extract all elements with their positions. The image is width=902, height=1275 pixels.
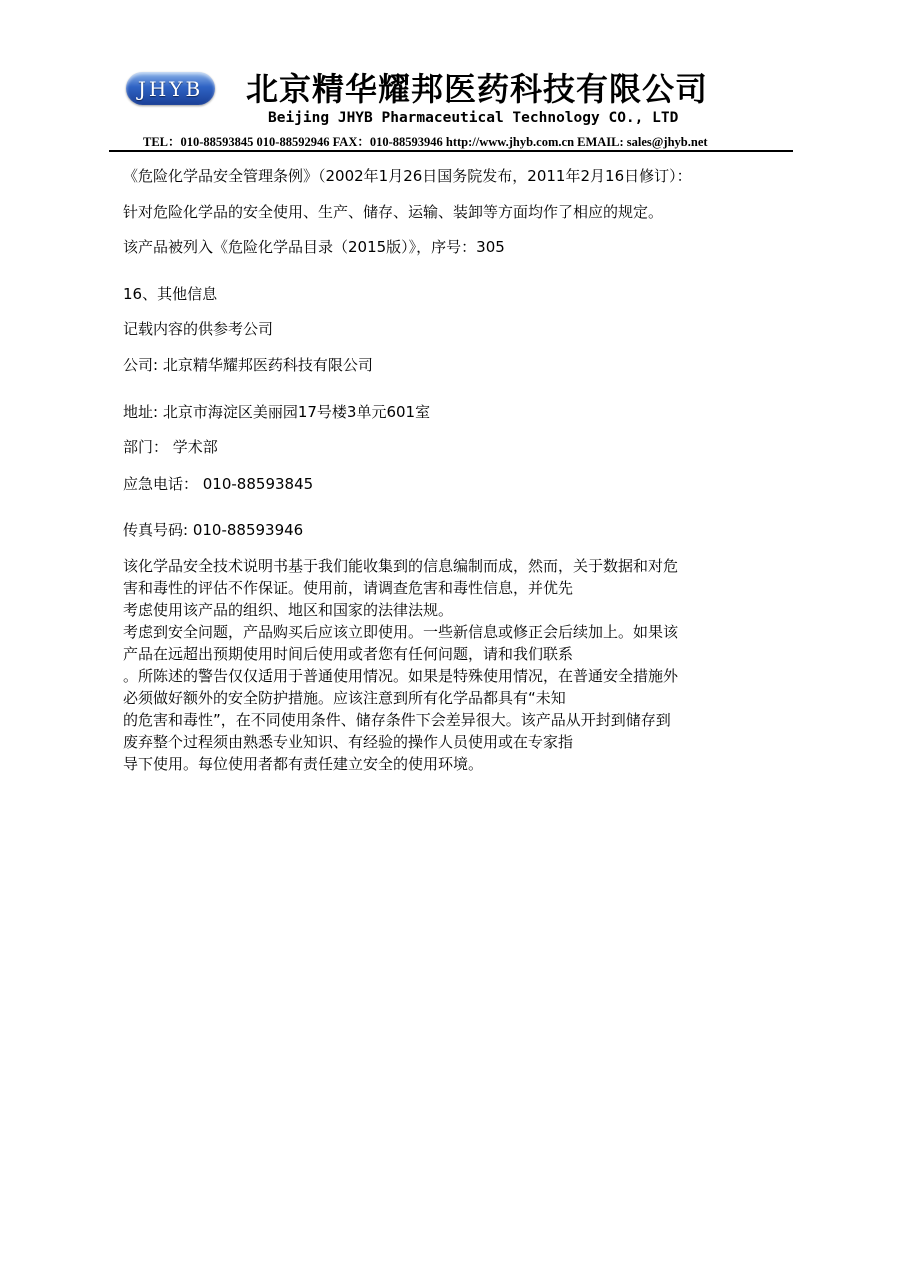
disclaimer-line: 考虑使用该产品的组织、地区和国家的法律法规。 — [123, 601, 454, 619]
disclaimer-line: 必须做好额外的安全防护措施。应该注意到所有化学品都具有“未知 — [123, 689, 566, 707]
disclaimer-line: 导下使用。每位使用者都有责任建立安全的使用环境。 — [123, 755, 484, 773]
letterhead — [0, 0, 902, 152]
disclaimer-line: 考虑到安全问题，产品购买后应该立即使用。一些新信息或修正会后续加上。如果该 — [123, 623, 679, 641]
header-divider — [109, 150, 793, 152]
reference-company-label: 记载内容的供参考公司 — [123, 320, 274, 338]
disclaimer-line: 产品在远超出预期使用时间后使用或者您有任何问题，请和我们联系 — [123, 645, 574, 663]
disclaimer-line: 该化学品安全技术说明书基于我们能收集到的信息编制而成，然而，关于数据和对危 — [123, 557, 679, 575]
company-name-english: Beijing JHYB Pharmaceutical Technology CO., LTD — [268, 110, 679, 126]
address-line: 地址: 北京市海淀区美丽园17号楼3单元601室 — [123, 403, 431, 421]
logo-text: JHYB — [137, 76, 204, 101]
disclaimer-line: 害和毒性的评估不作保证。使用前，请调查危害和毒性信息，并优先 — [123, 579, 574, 597]
regulation-line: 该产品被列入《危险化学品目录（2015版）》，序号：305 — [123, 238, 505, 256]
department-line: 部门： 学术部 — [123, 438, 218, 456]
fax-line: 传真号码: 010-88593946 — [123, 521, 304, 539]
disclaimer-line: 的危害和毒性”，在不同使用条件、储存条件下会差异很大。该产品从开封到储存到 — [123, 711, 671, 729]
contact-info: TEL：010-88593845 010-88592946 FAX：010-88593946 http://www.jhyb.com.cn EMAIL: sales@jhyb.net — [143, 135, 708, 149]
regulation-line: 针对危险化学品的安全使用、生产、储存、运输、装卸等方面均作了相应的规定。 — [123, 203, 664, 221]
regulation-line: 《危险化学品安全管理条例》（2002年1月26日国务院发布，2011年2月16日修订）： — [123, 167, 692, 185]
company-name-chinese: 北京精华耀邦医药科技有限公司 — [246, 70, 709, 108]
disclaimer-paragraph — [123, 555, 795, 775]
company-logo — [126, 72, 215, 105]
disclaimer-line: 废弃整个过程须由熟悉专业知识、有经验的操作人员使用或在专家指 — [123, 733, 574, 751]
company-line: 公司: 北京精华耀邦医药科技有限公司 — [123, 356, 373, 374]
disclaimer-line: 。所陈述的警告仅仅适用于普通使用情况。如果是特殊使用情况，在普通安全措施外 — [123, 667, 679, 685]
emergency-phone-line: 应急电话： 010-88593845 — [123, 475, 314, 493]
section-title: 16、其他信息 — [123, 285, 218, 303]
